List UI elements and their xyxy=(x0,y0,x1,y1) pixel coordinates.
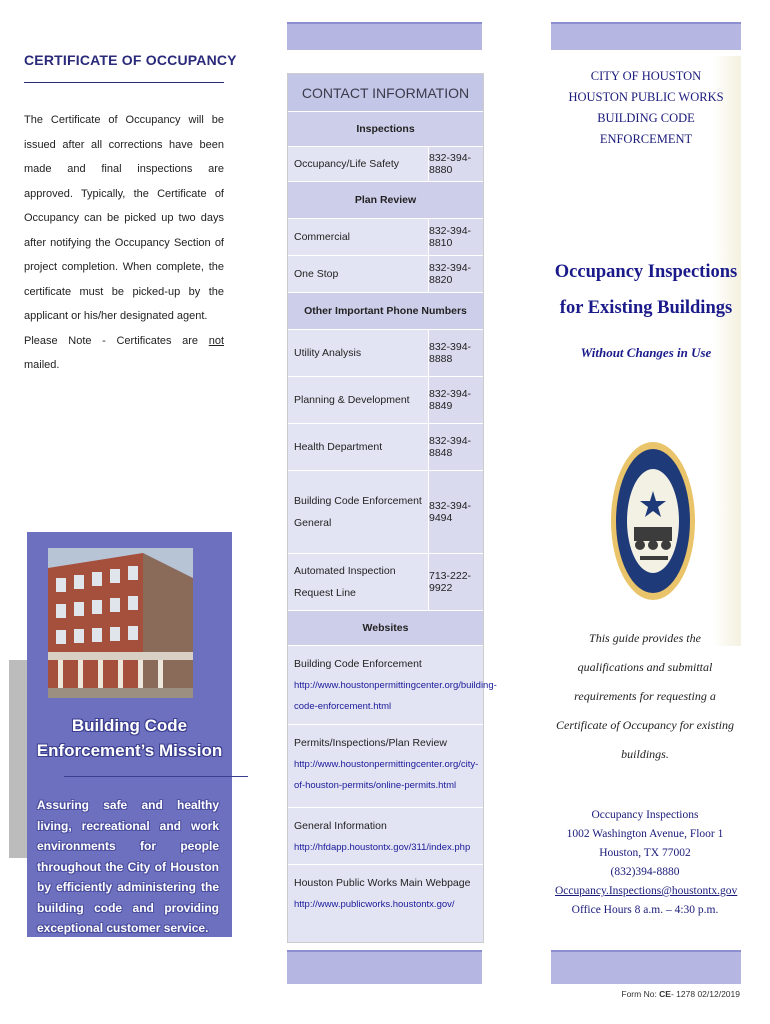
address-phone[interactable]: (832)394-8880 xyxy=(610,866,680,878)
website-link[interactable]: http://hfdapp.houstontx.gov/311/index.php xyxy=(294,842,471,853)
contact-phone[interactable]: 832-394-8849 xyxy=(429,377,483,423)
certificate-note-underlined: not xyxy=(208,334,224,347)
agency-line1: CITY OF HOUSTON xyxy=(590,69,702,83)
city-seal-icon xyxy=(610,441,696,601)
brochure-subtitle: Without Changes in Use xyxy=(580,345,712,360)
website-link[interactable]: http://www.houstonpermittingcenter.org/city-of-houston-permits/online-permits.html xyxy=(294,759,479,791)
agency-line2: HOUSTON PUBLIC WORKS xyxy=(568,90,724,104)
contact-name: One Stop xyxy=(288,256,429,292)
table-row xyxy=(288,553,483,610)
right-bottom-band xyxy=(551,950,741,984)
contact-name: Utility Analysis xyxy=(288,330,429,376)
contact-phone[interactable]: 832-394-8848 xyxy=(429,424,483,470)
website-name: Building Code Enforcement xyxy=(294,658,422,670)
table-row xyxy=(288,376,483,423)
website-item xyxy=(288,724,483,807)
office-hours: Office Hours 8 a.m. – 4:30 p.m. xyxy=(571,904,719,916)
contact-phone[interactable]: 832-394-8820 xyxy=(429,256,483,292)
agency-line3: BUILDING CODE ENFORCEMENT xyxy=(597,111,695,146)
contact-name: Health Department xyxy=(288,424,429,470)
address-line1: Occupancy Inspections xyxy=(591,809,699,821)
inspections-section-header: Inspections xyxy=(288,111,483,146)
table-row xyxy=(288,423,483,470)
city-seal-graphic xyxy=(610,441,696,601)
contact-phone[interactable]: 832-394-8880 xyxy=(429,147,483,181)
certificate-body-text: The Certificate of Occupancy will be issued after all corrections have been made and final inspections are approved. Typically, the Certificate of Occupancy can be picked up two days after notifying the Occupancy Section of project completion. When complete, the certificate must be picked-up by the applicant or his/her designated agent. xyxy=(24,114,224,322)
right-top-band xyxy=(551,22,741,50)
office-address xyxy=(555,806,738,920)
mission-title-line2: Enforcement’s Mission xyxy=(36,741,223,760)
mission-title xyxy=(32,713,227,763)
website-link[interactable]: http://www.houstonpermittingcenter.org/building-code-enforcement.html xyxy=(294,680,497,712)
brochure-title xyxy=(551,254,741,326)
table-row xyxy=(288,146,483,181)
certificate-title: CERTIFICATE OF OCCUPANCY xyxy=(24,52,237,68)
plan-review-section-header: Plan Review xyxy=(288,181,483,218)
certificate-body xyxy=(24,108,224,378)
website-name: General Information xyxy=(294,820,387,832)
form-number-suffix: - 1278 02/12/2019 xyxy=(670,989,740,999)
certificate-note-suffix: mailed. xyxy=(24,359,60,371)
websites-section-header: Websites xyxy=(288,610,483,645)
contact-name: Building Code Enforcement General xyxy=(288,471,429,553)
contact-heading: CONTACT INFORMATION xyxy=(288,74,483,111)
contact-name: Occupancy/Life Safety xyxy=(288,147,429,181)
address-line3: Houston, TX 77002 xyxy=(599,847,691,859)
website-item xyxy=(288,807,483,864)
address-email-link[interactable]: Occupancy.Inspections@houstontx.gov xyxy=(555,885,738,897)
certificate-note-prefix: Please Note - Certificates are xyxy=(24,334,209,347)
table-row xyxy=(288,470,483,553)
table-row xyxy=(288,255,483,292)
mission-statement: Assuring safe and healthy living, recreational and work environments for people throughout the City of Houston by efficiently administering the building code and providing exceptional customer service. xyxy=(37,798,219,935)
form-number xyxy=(600,989,740,999)
address-line2: 1002 Washington Avenue, Floor 1 xyxy=(566,828,724,840)
certificate-title-rule xyxy=(24,82,224,83)
other-numbers-section-header: Other Important Phone Numbers xyxy=(288,292,483,329)
building-photo-illustration xyxy=(48,548,193,698)
brochure-title-line2: for Existing Buildings xyxy=(559,298,733,318)
guide-description: This guide provides the qualifications and submittal requirements for requesting a Certificate of Occupancy for existing buildings. xyxy=(556,631,734,761)
form-number-code: CE xyxy=(659,989,671,999)
mission-title-rule xyxy=(64,776,248,777)
contact-phone[interactable]: 832-394-8810 xyxy=(429,219,483,255)
contact-name: Planning & Development xyxy=(288,377,429,423)
contact-phone[interactable]: 832-394-8888 xyxy=(429,330,483,376)
contact-name: Commercial xyxy=(288,219,429,255)
mission-side-bar xyxy=(9,660,27,858)
contact-phone[interactable]: 713-222-9922 xyxy=(429,554,483,610)
table-row xyxy=(288,329,483,376)
contact-information-table xyxy=(287,73,497,943)
website-name: Permits/Inspections/Plan Review xyxy=(294,737,447,749)
brochure-title-line1: Occupancy Inspections xyxy=(554,262,738,282)
website-item xyxy=(288,864,483,942)
form-number-prefix: Form No: xyxy=(621,989,660,999)
building-photo xyxy=(48,548,193,698)
mission-title-line1: Building Code xyxy=(71,716,188,735)
website-item xyxy=(288,645,497,724)
agency-heading xyxy=(551,66,741,150)
contact-name: Automated Inspection Request Line xyxy=(288,554,429,610)
website-name: Houston Public Works Main Webpage xyxy=(294,877,471,889)
website-link[interactable]: http://www.publicworks.houstontx.gov/ xyxy=(294,899,455,910)
middle-top-band xyxy=(287,22,482,50)
table-row xyxy=(288,218,483,255)
contact-phone[interactable]: 832-394-9494 xyxy=(429,471,483,553)
middle-bottom-band xyxy=(287,950,482,984)
